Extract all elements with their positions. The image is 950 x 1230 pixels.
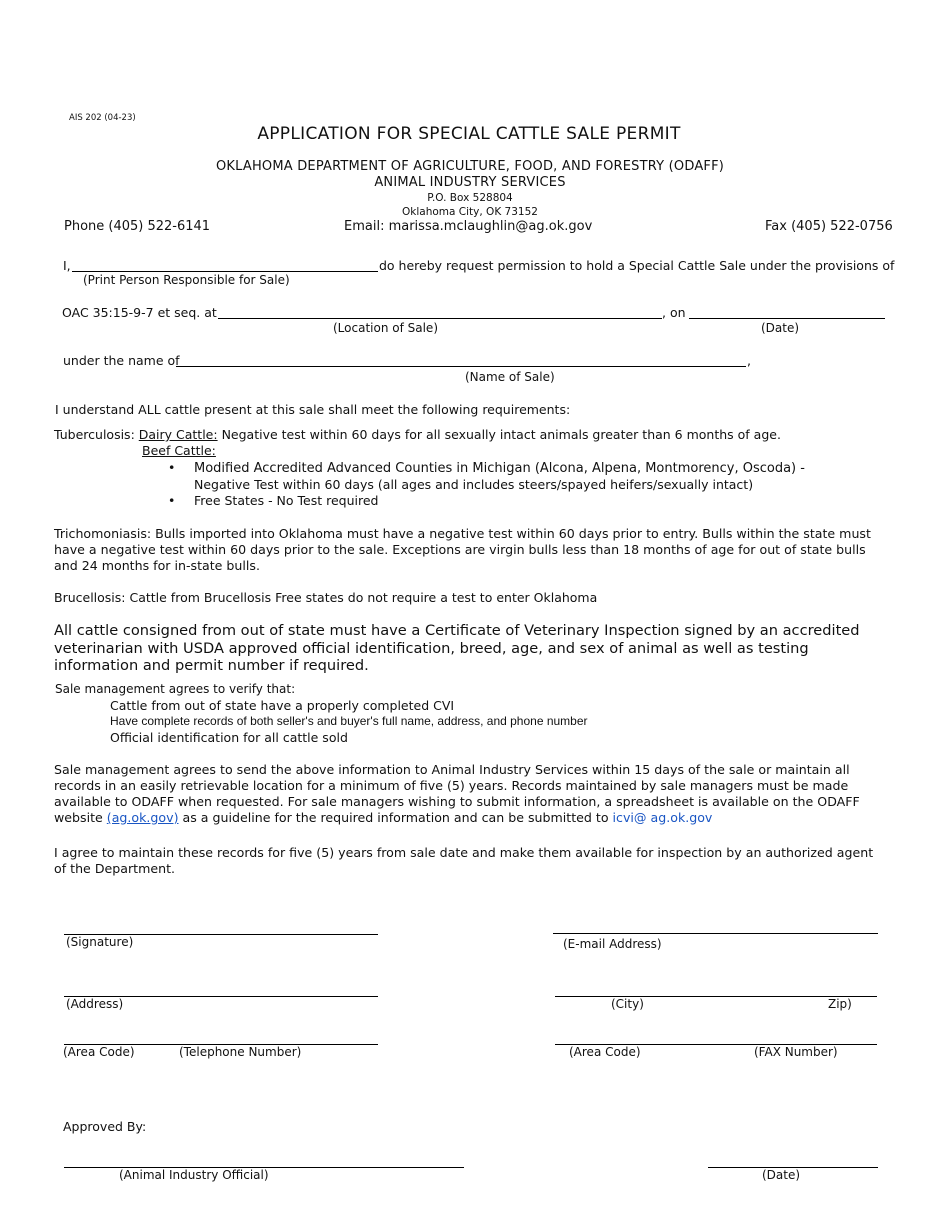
form-title: APPLICATION FOR SPECIAL CATTLE SALE PERMIT — [257, 124, 681, 144]
city-state: Oklahoma City, OK 73152 — [402, 206, 538, 218]
po-box: P.O. Box 528804 — [427, 192, 513, 204]
icvi-email-link[interactable]: icvi@ ag.ok.gov — [612, 810, 713, 825]
contact-email: Email: marissa.mclaughlin@ag.ok.gov — [344, 219, 593, 234]
request-text: do hereby request permission to hold a Special Cattle Sale under the provisions of — [379, 258, 895, 273]
list-item: • Free States - No Test required — [168, 493, 805, 509]
verify-item-cvi: Cattle from out of state have a properly completed CVI — [110, 698, 455, 713]
verify-item-records: Have complete records of both seller's and buyer's full name, address, and phone number — [110, 714, 588, 728]
area-code-caption: (Area Code) — [63, 1045, 135, 1059]
address-caption: (Address) — [66, 997, 124, 1011]
cvi-paragraph: All cattle consigned from out of state must have a Certificate of Veterinary Inspection signed by an accredited veterinarian with USDA approved official identification, breed, age, and sex of animal as well as testing information and permit number if required. — [54, 622, 860, 674]
tuberculosis-line — [54, 427, 781, 442]
under-name-label: under the name of — [63, 353, 180, 368]
date-caption: (Date) — [761, 321, 800, 335]
official-caption: (Animal Industry Official) — [119, 1168, 269, 1182]
records-paragraph: Sale management agrees to send the above information to Animal Industry Services within 15 days of the sale or maintain all records in an easily retrievable location for a minimum of five (5) years. Records maintained by sale managers must be made available to ODAFF when requested. For sale managers wishing to submit information, a spreadsheet is available on the ODAFF website (ag.ok.gov) as a guideline for the required information and can be submitted to icvi@ ag.ok.gov — [54, 762, 860, 825]
telephone-caption: (Telephone Number) — [179, 1045, 302, 1059]
location-caption: (Location of Sale) — [333, 321, 438, 335]
approval-date-caption: (Date) — [762, 1168, 801, 1182]
location-field[interactable] — [218, 318, 662, 319]
fax-caption: (FAX Number) — [754, 1045, 838, 1059]
phone-number: Phone (405) 522-6141 — [64, 219, 211, 234]
dairy-cattle-text: Negative test within 60 days for all sexually intact animals greater than 6 months of age. — [217, 427, 781, 442]
requirements-intro: I understand ALL cattle present at this sale shall meet the following requirements: — [55, 402, 571, 417]
dairy-cattle-label: Dairy Cattle: — [138, 427, 218, 442]
on-label: , on — [662, 305, 686, 320]
sale-date-field[interactable] — [689, 318, 885, 319]
oac-label: OAC 35:15-9-7 et seq. at — [62, 305, 217, 320]
i-label: I, — [63, 258, 71, 273]
person-caption: (Print Person Responsible for Sale) — [83, 273, 290, 287]
brucellosis-paragraph: Brucellosis: Cattle from Brucellosis Free states do not require a test to enter Oklahoma — [54, 590, 598, 605]
beef-cattle-label: Beef Cattle: — [142, 443, 216, 458]
sale-name-field[interactable] — [176, 366, 746, 367]
list-item: • Modified Accredited Advanced Counties in Michigan (Alcona, Alpena, Montmorency, Oscoda) - Negative Test within 60 days (all ages and includes steers/spayed heifers/sexually intact) — [168, 460, 805, 493]
city-caption: (City) — [611, 997, 644, 1011]
email-caption: (E-mail Address) — [563, 937, 662, 951]
division-name: ANIMAL INDUSTRY SERVICES — [374, 175, 566, 190]
verify-intro: Sale management agrees to verify that: — [55, 682, 296, 696]
beef-cattle-list — [168, 460, 805, 509]
person-responsible-field[interactable] — [72, 271, 378, 272]
area-code-caption-fax: (Area Code) — [569, 1045, 641, 1059]
name-caption: (Name of Sale) — [465, 370, 555, 384]
tuberculosis-label: Tuberculosis: — [54, 427, 139, 442]
signature-caption: (Signature) — [66, 935, 134, 949]
form-code: AIS 202 (04-23) — [69, 113, 136, 123]
odaff-website-link[interactable]: (ag.ok.gov) — [106, 810, 179, 825]
comma: , — [747, 353, 751, 368]
approved-by-label: Approved By: — [63, 1119, 147, 1134]
fax-number: Fax (405) 522-0756 — [765, 219, 893, 234]
org-name: OKLAHOMA DEPARTMENT OF AGRICULTURE, FOOD, AND FORESTRY (ODAFF) — [215, 159, 725, 174]
verify-item-identification: Official identification for all cattle sold — [110, 730, 348, 745]
agree-paragraph: I agree to maintain these records for five (5) years from sale date and make them available for inspection by an authorized agent of the Department. — [54, 845, 874, 876]
email-address-field[interactable] — [553, 933, 878, 934]
trichomoniasis-paragraph: Trichomoniasis: Bulls imported into Oklahoma must have a negative test within 60 days prior to entry. Bulls within the state must have a negative test within 60 days prior to the sale. Exceptions are virgin bulls less than 18 months of age for out of state bulls and 24 months for in-state bulls. — [54, 526, 871, 573]
zip-caption: Zip) — [828, 997, 852, 1011]
